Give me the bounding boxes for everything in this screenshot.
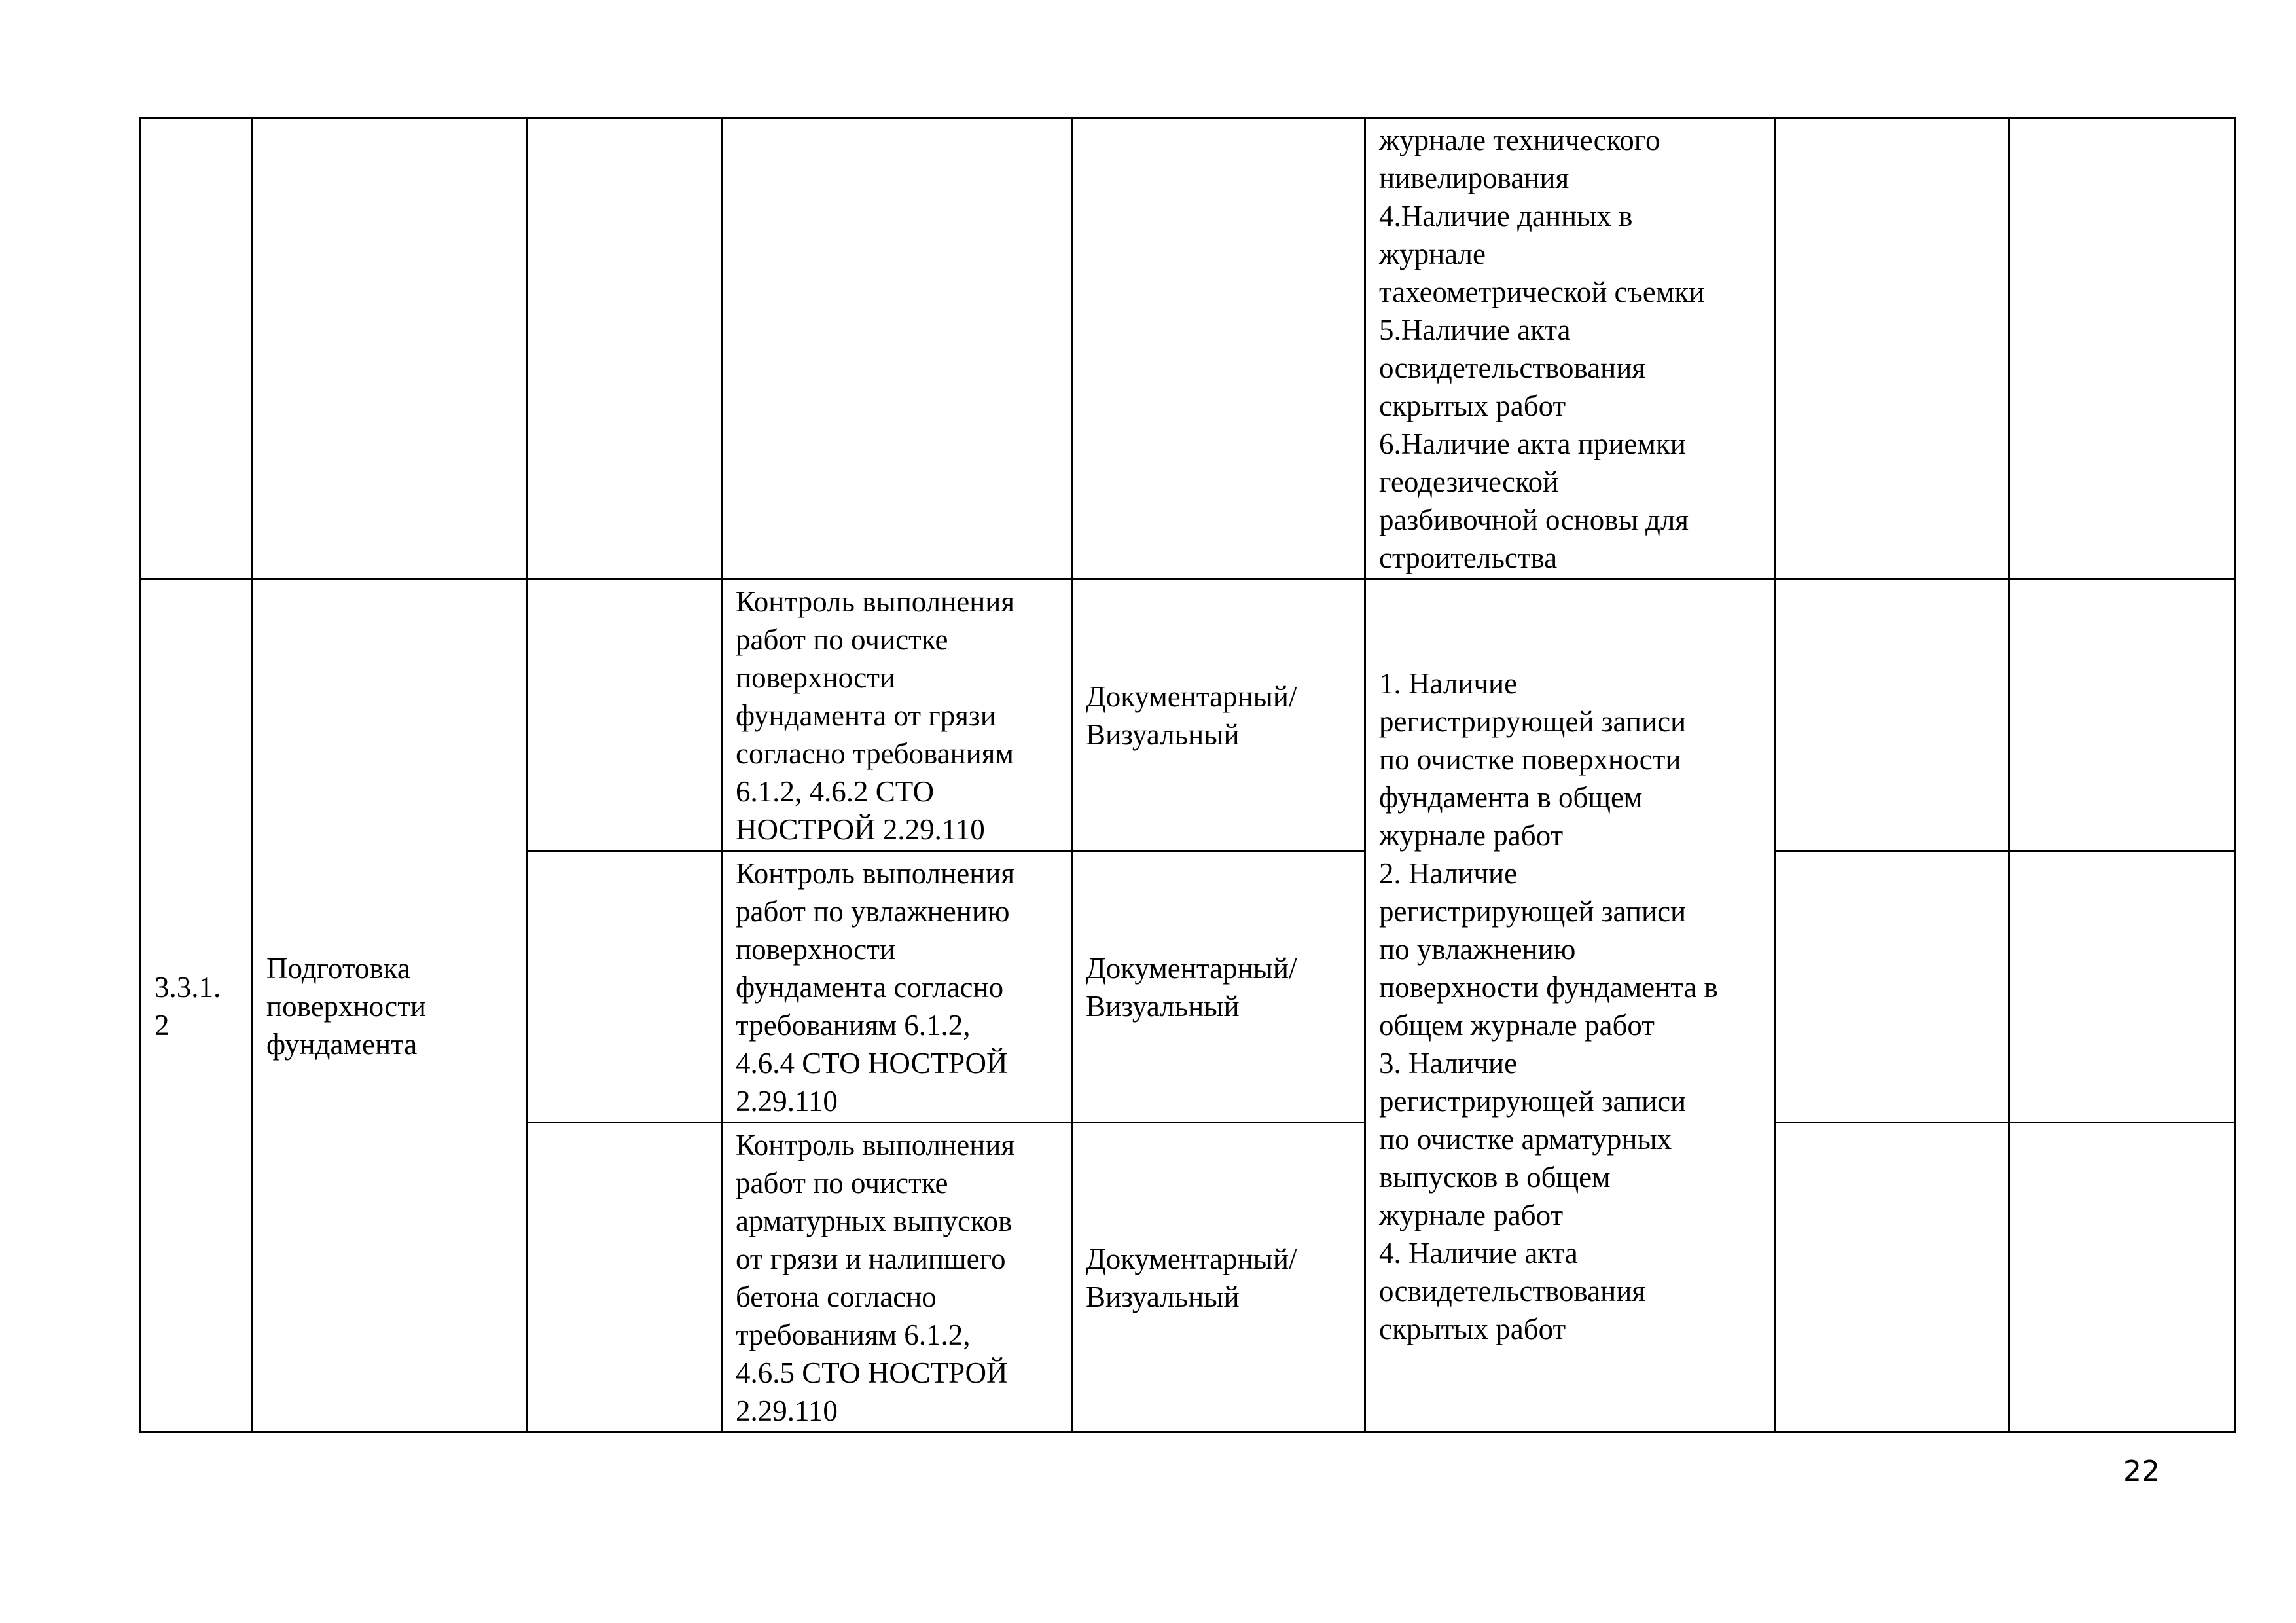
text-line: регистрирующей записи: [1379, 705, 1687, 738]
text-line: согласно требованиям: [736, 737, 1014, 770]
text-line: 3. Наличие: [1379, 1047, 1518, 1080]
text-line: разбивочной основы для: [1379, 503, 1689, 536]
text-line: работ по очистке: [736, 1167, 948, 1199]
text-line: фундамента согласно: [736, 971, 1004, 1004]
cell-control: [722, 1123, 1072, 1432]
cell-empty: [527, 579, 722, 851]
text-line: журнале работ: [1379, 1199, 1564, 1231]
table-row-3312-a: [141, 579, 2235, 851]
text-line: 5.Наличие акта: [1379, 314, 1571, 346]
text-line: Документарный/: [1086, 1243, 1297, 1275]
text-line: скрытых работ: [1379, 1313, 1566, 1345]
text-line: 2. Наличие: [1379, 857, 1518, 890]
text-line: тахеометрической съемки: [1379, 276, 1705, 308]
cell-method: [1072, 118, 1365, 579]
cell-control: [722, 118, 1072, 579]
text-line: строительства: [1379, 541, 1558, 574]
text-line: 4.6.4 СТО НОСТРОЙ: [736, 1047, 1008, 1080]
text-line: НОСТРОЙ 2.29.110: [736, 813, 985, 846]
cell-empty: [1776, 118, 2009, 579]
text-line: выпусков в общем: [1379, 1161, 1611, 1194]
control-table: [139, 117, 2236, 1433]
text-line: журнале работ: [1379, 819, 1564, 852]
cell-requirements: [1365, 579, 1776, 1432]
text-line: журнале: [1379, 238, 1486, 270]
text-line: фундамента: [266, 1028, 418, 1061]
text-line: 4.Наличие данных в: [1379, 200, 1633, 232]
cell-number: [141, 579, 253, 1432]
text-line: Контроль выполнения: [736, 585, 1015, 618]
text-line: работ по увлажнению: [736, 895, 1010, 928]
cell-empty: [2009, 851, 2235, 1123]
cell-empty: [1776, 579, 2009, 851]
cell-empty: [527, 851, 722, 1123]
text-line: геодезической: [1379, 465, 1559, 498]
text-line: освидетельствования: [1379, 352, 1645, 384]
text-line: регистрирующей записи: [1379, 1085, 1687, 1118]
text-line: работ по очистке: [736, 623, 948, 656]
text-line: по очистке арматурных: [1379, 1123, 1672, 1156]
text-line: поверхности фундамента в: [1379, 971, 1718, 1004]
text-line: общем журнале работ: [1379, 1009, 1655, 1042]
text-line: арматурных выпусков: [736, 1205, 1013, 1237]
cell-empty: [527, 1123, 722, 1432]
text-line: скрытых работ: [1379, 390, 1566, 422]
text-line: Визуальный: [1086, 718, 1240, 751]
text-line: освидетельствования: [1379, 1275, 1645, 1307]
text-line: 6.Наличие акта приемки: [1379, 428, 1686, 460]
cell-method: [1072, 851, 1365, 1123]
text-line: требованиям 6.1.2,: [736, 1319, 971, 1351]
text-line: 6.1.2, 4.6.2 СТО: [736, 775, 935, 808]
page-number: 22: [2123, 1455, 2160, 1488]
cell-empty: [2009, 118, 2235, 579]
text-line: Визуальный: [1086, 1281, 1240, 1313]
text-line: Документарный/: [1086, 952, 1297, 985]
cell-stage: [253, 118, 527, 579]
text-line: 3.3.1.: [154, 971, 221, 1004]
cell-empty: [2009, 1123, 2235, 1432]
text-line: Визуальный: [1086, 990, 1240, 1023]
text-line: регистрирующей записи: [1379, 895, 1687, 928]
text-line: Документарный/: [1086, 680, 1297, 713]
cell-method: [1072, 579, 1365, 851]
cell-empty: [527, 118, 722, 579]
text-line: фундамента в общем: [1379, 781, 1643, 814]
cell-stage: [253, 579, 527, 1432]
text-line: журнале технического: [1379, 124, 1660, 156]
text-line: Контроль выполнения: [736, 857, 1015, 890]
text-line: от грязи и налипшего: [736, 1243, 1006, 1275]
text-line: Подготовка: [266, 952, 410, 985]
cell-control: [722, 851, 1072, 1123]
text-line: поверхности: [736, 933, 895, 966]
text-line: 2: [154, 1009, 170, 1042]
text-line: 2.29.110: [736, 1085, 838, 1118]
table-row-continued: [141, 118, 2235, 579]
text-line: Контроль выполнения: [736, 1129, 1015, 1161]
text-line: нивелирования: [1379, 162, 1570, 194]
text-line: по увлажнению: [1379, 933, 1576, 966]
text-line: 1. Наличие: [1379, 667, 1518, 700]
cell-control: [722, 579, 1072, 851]
text-line: 4. Наличие акта: [1379, 1237, 1578, 1269]
text-line: 4.6.5 СТО НОСТРОЙ: [736, 1357, 1008, 1389]
text-line: по очистке поверхности: [1379, 743, 1681, 776]
text-line: поверхности: [266, 990, 426, 1023]
text-line: поверхности: [736, 661, 895, 694]
cell-number: [141, 118, 253, 579]
cell-requirements: [1365, 118, 1776, 579]
text-line: фундамента от грязи: [736, 699, 996, 732]
text-line: требованиям 6.1.2,: [736, 1009, 971, 1042]
cell-empty: [2009, 579, 2235, 851]
cell-empty: [1776, 1123, 2009, 1432]
cell-method: [1072, 1123, 1365, 1432]
text-line: 2.29.110: [736, 1395, 838, 1427]
text-line: бетона согласно: [736, 1281, 937, 1313]
cell-empty: [1776, 851, 2009, 1123]
